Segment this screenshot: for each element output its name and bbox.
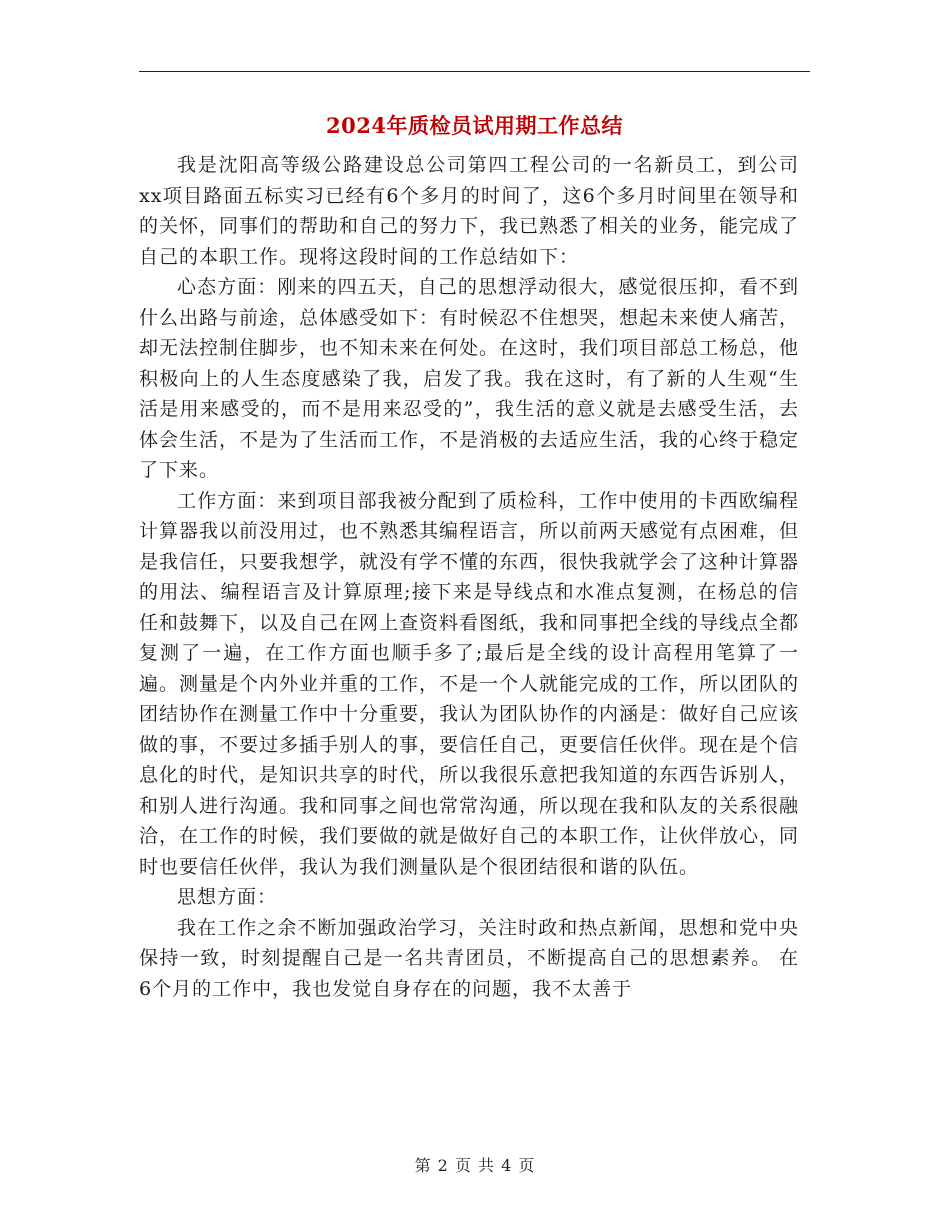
paragraph-work: 工作方面：来到项目部我被分配到了质检科，工作中使用的卡西欧编程计算器我以前没用过，也不熟悉其编程语言，所以前两天感觉有点困难，但是我信任，只要我想学，就没有学不懂的东西，很快我就学会了这种计算器的用法、编程语言及计算原理;接下来是导线点和水准点复测，在杨总的信任和鼓舞下，以及自己在网上查资料看图纸，我和同事把全线的导线点全都复测了一遍，在工作方面也顺手多了;最后是全线的设计高程用笔算了一遍。测量是个内外业并重的工作，不是一个人就能完成的工作，所以团队的团结协作在测量工作中十分重要，我认为团队协作的内涵是：做好自己应该做的事，不要过多插手别人的事，要信任自己，更要信任伙伴。现在是个信息化的时代，是知识共享的时代，所以我很乐意把我知道的东西告诉别人，和别人进行沟通。我和同事之间也常常沟通，所以现在我和队友的关系很融洽，在工作的时候，我们要做的就是做好自己的本职工作，让伙伴放心，同时也要信任伙伴，我认为我们测量队是个很团结很和谐的队伍。 xyxy=(139,489,800,878)
paragraph-thought-heading: 思想方面： xyxy=(177,886,278,908)
page-footer xyxy=(0,1153,950,1176)
paragraph-thought: 我在工作之余不断加强政治学习，关注时政和热点新闻，思想和党中央保持一致，时刻提醒自己是一名共青团员，不断提高自己的思想素养。 在6个月的工作中，我也发觉自身存在的问题，我不太善于 xyxy=(139,916,799,1000)
document-body xyxy=(139,150,799,1004)
header-rule xyxy=(139,71,810,72)
paragraph-intro: 我是沈阳高等级公路建设总公司第四工程公司的一名新员工，到公司xx项目路面五标实习已经有6个多月的时间了，这6个多月时间里在领导和的关怀，同事们的帮助和自己的努力下，我已熟悉了相关的业务，能完成了自己的本职工作。现将这段时间的工作总结如下： xyxy=(139,154,800,268)
page-number-label: 第 2 页 共 4 页 xyxy=(414,1156,536,1175)
paragraph-mindset: 心态方面：刚来的四五天，自己的思想浮动很大，感觉很压抑，看不到什么出路与前途，总体感受如下：有时候忍不住想哭，想起未来使人痛苦，却无法控制住脚步，也不知未来在何处。在这时，我们项目部总工杨总，他积极向上的人生态度感染了我，启发了我。我在这时，有了新的人生观“生活是用来感受的，而不是用来忍受的”，我生活的意义就是去感受生活，去体会生活，不是为了生活而工作，不是消极的去适应生活，我的心终于稳定了下来。 xyxy=(139,276,800,481)
document-title: 2024年质检员试用期工作总结 xyxy=(326,113,623,138)
